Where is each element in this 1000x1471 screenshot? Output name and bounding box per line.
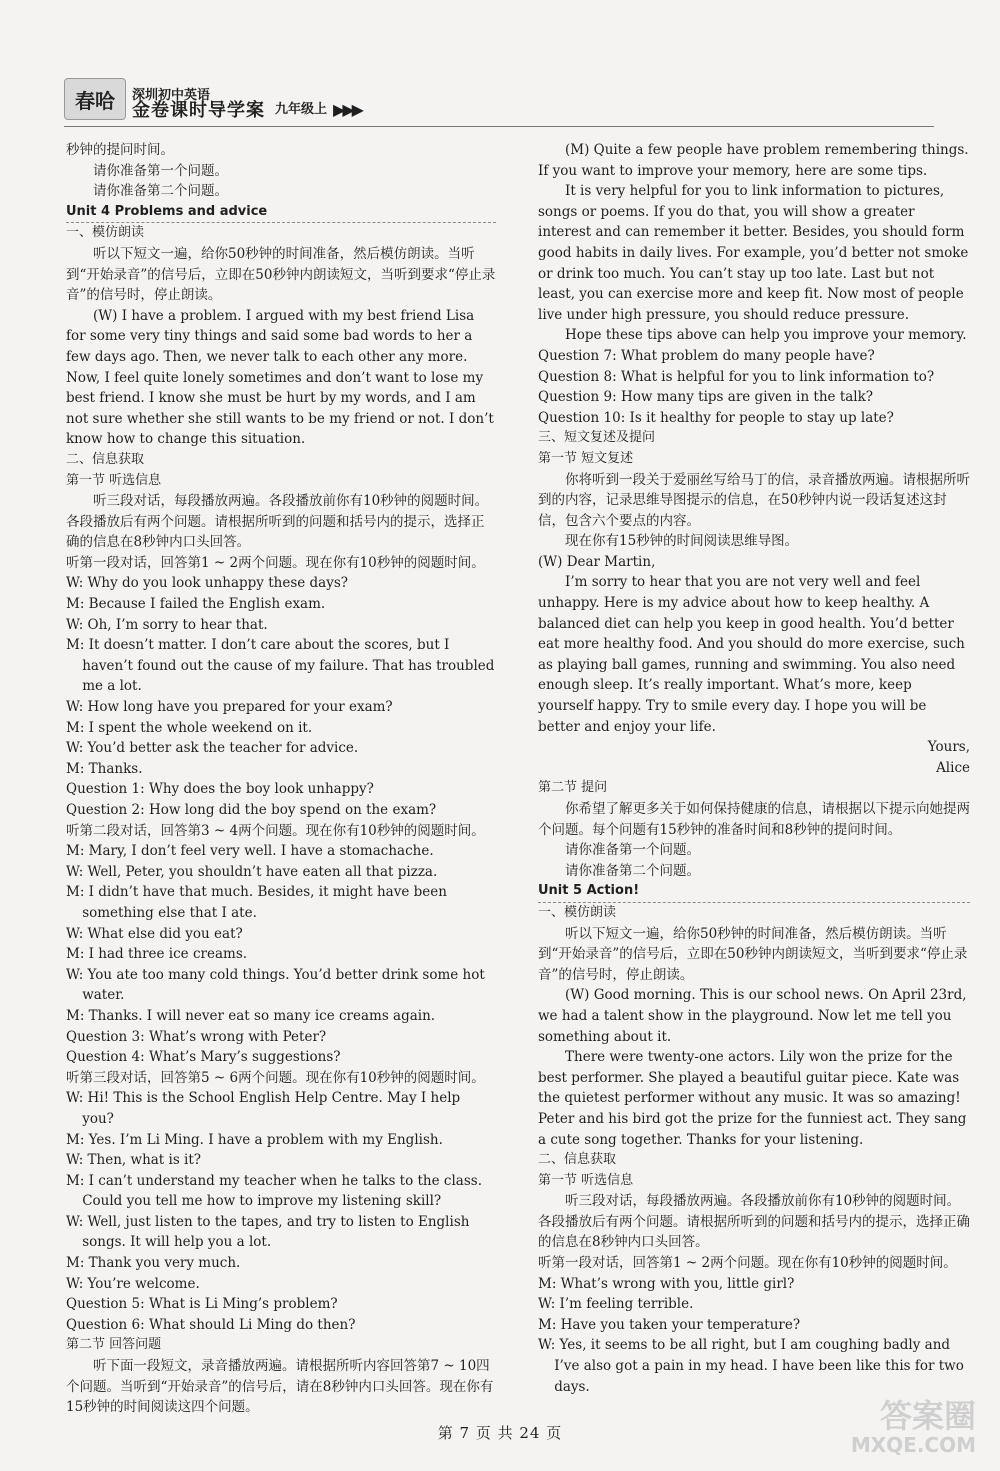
section-heading: 三、短文复述及提问: [538, 430, 656, 446]
dialogue-line: M: Thanks.: [66, 760, 143, 777]
brand-logo: 春哈: [64, 78, 126, 120]
text-line: Question 8: What is helpful for you to link information to?: [538, 368, 935, 385]
dialogue-line: W: What else did you eat?: [66, 925, 243, 942]
section-heading: 第一节 短文复述: [538, 450, 634, 466]
unit-heading: Unit 5 Action!: [538, 881, 970, 903]
paragraph: There were twenty-one actors. Lily won the prize for the best performer. She played a beautiful guitar piece. Kate was the quietest performer without any music. It was so amazing! Peter and his bird got the prize for the funniest act. They sang a cute song together. Thanks for your listening.: [538, 1049, 967, 1148]
paragraph: (W) I have a problem. I argued with my best friend Lisa for some very tiny things and said some bad words to her a few days ago. Then, we never talk to each other any more. Now, I feel quite lonely sometimes and don’t want to lose my best friend. I know she must be hurt by my words, and I am not sure whether she still wants to be my friend or not. I don’t know how to change this situation.: [66, 307, 494, 448]
text-line: Question 7: What problem do many people have?: [538, 347, 875, 364]
dialogue-line: M: Thank you very much.: [66, 1255, 241, 1272]
text-line: 听第一段对话，回答第1 ~ 2两个问题。现在你有10秒钟的阅题时间。: [538, 1255, 957, 1272]
paragraph: 听下面一段短文，录音播放两遍。请根据所听内容回答第7 ~ 10四个问题。当听到“开始录音”的信号后，请在8秒钟内口头回答。现在你有15秒钟的时间阅读这四个问题。: [66, 1358, 494, 1416]
paragraph: (M) Quite a few people have problem remembering things. If you want to improve your memory, here are some tips.: [538, 142, 969, 179]
series-title: [132, 89, 265, 120]
letter-signoff: Alice: [936, 759, 970, 776]
paragraph: 现在你有15秒钟的时间阅读思维导图。: [565, 533, 799, 550]
watermark-url: MXQE.COM: [850, 1433, 976, 1457]
section-heading: 一、模仿朗读: [538, 904, 617, 920]
text-line: Question 1: Why does the boy look unhappy?: [66, 781, 374, 798]
page-number: 第 7 页 共 24 页: [437, 1424, 563, 1442]
section-heading: 二、信息获取: [538, 1152, 617, 1168]
paragraph: Hope these tips above can help you improve your memory.: [565, 327, 967, 344]
triple-arrow-icon: ▶▶▶: [333, 100, 361, 119]
page-header: [64, 76, 394, 120]
watermark-text: 答案圈: [879, 1397, 976, 1435]
text-line: Question 10: Is it healthy for people to stay up late?: [538, 409, 894, 426]
section-heading: 第二节 提问: [538, 780, 608, 796]
section-heading: 第一节 听选信息: [66, 472, 162, 488]
dialogue-line: W: Well, Peter, you shouldn’t have eaten all that pizza.: [66, 863, 438, 880]
dialogue-line: M: Thanks. I will never eat so many ice creams again.: [66, 1007, 436, 1024]
text-line: Question 4: What’s Mary’s suggestions?: [66, 1049, 341, 1066]
dialogue-line: M: Mary, I don’t feel very well. I have a stomachache.: [66, 843, 434, 860]
series-title-top: 深圳初中英语: [132, 88, 211, 103]
section-heading: 一、模仿朗读: [66, 225, 145, 241]
text-line: (W) Dear Martin,: [538, 553, 656, 570]
paragraph: 请你准备第二个问题。: [93, 183, 228, 200]
text-line: 听第三段对话，回答第5 ~ 6两个问题。现在你有10秒钟的阅题时间。: [66, 1069, 485, 1086]
paragraph: 请你准备第一个问题。: [93, 162, 228, 179]
header-divider: [64, 126, 934, 127]
paragraph: 请你准备第二个问题。: [565, 862, 700, 879]
dialogue-line: W: Then, what is it?: [66, 1152, 202, 1169]
paragraph: 你希望了解更多关于如何保持健康的信息，请根据以下提示向她提两个问题。每个问题有15秒钟的准备时间和8秒钟的提问时间。: [538, 801, 970, 838]
text-line: 听第二段对话，回答第3 ~ 4两个问题。现在你有10秒钟的阅题时间。: [66, 822, 485, 839]
dialogue-line: M: I had three ice creams.: [66, 946, 248, 963]
section-heading: 二、信息获取: [66, 451, 145, 467]
dialogue-line: M: Yes. I’m Li Ming. I have a problem with my English.: [66, 1131, 443, 1148]
dialogue-line: M: I didn’t have that much. Besides, it might have been something else that I ate.: [66, 884, 447, 921]
dialogue-line: M: Because I failed the English exam.: [66, 596, 326, 613]
section-heading: 第一节 听选信息: [538, 1172, 634, 1188]
dialogue-line: W: You’d better ask the teacher for advice.: [66, 740, 359, 757]
unit-heading: Unit 4 Problems and advice: [66, 202, 496, 224]
text-line: Question 2: How long did the boy spend on the exam?: [66, 802, 437, 818]
paragraph: 听以下短文一遍，给你50秒钟的时间准备，然后模仿朗读。当听到“开始录音”的信号后，立即在50秒钟内朗读短文，当听到要求“停止录音”的信号时，停止朗读。: [538, 925, 968, 983]
paragraph: 听三段对话，每段播放两遍。各段播放前你有10秒钟的阅题时间。各段播放后有两个问题。请根据所听到的问题和括号内的提示，选择正确的信息在8秒钟内口头回答。: [538, 1193, 970, 1251]
letter-signoff: Yours,: [927, 739, 970, 756]
text-line: 秒钟的提问时间。: [66, 142, 174, 158]
dialogue-line: W: Well, just listen to the tapes, and try to listen to English songs. It will help you a lot.: [66, 1213, 470, 1251]
dialogue-line: W: You ate too many cold things. You’d better drink some hot water.: [66, 966, 485, 1004]
paragraph: 听三段对话，每段播放两遍。各段播放前你有10秒钟的阅题时间。各段播放后有两个问题。请根据所听到的问题和括号内的提示，选择正确的信息在8秒钟内口头回答。: [66, 493, 489, 551]
dialogue-line: M: Have you taken your temperature?: [538, 1316, 801, 1333]
dialogue-line: M: I spent the whole weekend on it.: [66, 719, 313, 736]
text-line: 听第一段对话，回答第1 ~ 2两个问题。现在你有10秒钟的阅题时间。: [66, 554, 485, 571]
paragraph: I’m sorry to hear that you are not very well and feel unhappy. Here is my advice about how to keep healthy. A balanced diet can help you keep in good health. You’d better eat more healthy food. And you should do more exercise, such as playing ball games, running and swimming. You also need enough sleep. It’s really important. What’s more, keep yourself happy. Try to smile every day. I hope you will be better and enjoy your life.: [538, 574, 965, 735]
text-line: Question 5: What is Li Ming’s problem?: [66, 1296, 338, 1313]
section-heading: 第二节 回答问题: [66, 1337, 162, 1353]
right-column: [538, 140, 970, 1397]
paragraph: It is very helpful for you to link information to pictures, songs or poems. If you do that, you will show a greater interest and can remember it better. Besides, you should form good habits in daily lives. For example, you’d better not smoke or drink too much. You can’t stay up too late. Last but not least, you can exercise more and keep fit. Now most of people live under high pressure, you should reduce pressure.: [538, 183, 969, 323]
grade-label: 九年级上: [275, 102, 328, 117]
series-title-bottom: 金卷课时导学案: [132, 100, 265, 121]
paragraph: (W) Good morning. This is our school news. On April 23rd, we had a talent show in the playground. Now let me tell you something about it.: [538, 987, 967, 1045]
dialogue-line: W: I’m feeling terrible.: [538, 1296, 694, 1313]
dialogue-line: M: What’s wrong with you, little girl?: [538, 1275, 795, 1292]
dialogue-line: M: I can’t understand my teacher when he talks to the class. Could you tell me how to improve my listening skill?: [66, 1172, 482, 1210]
watermark-logo: [776, 1398, 976, 1458]
dialogue-line: W: Hi! This is the School English Help Centre. May I help you?: [66, 1090, 461, 1127]
text-line: Question 3: What’s wrong with Peter?: [66, 1028, 327, 1045]
dialogue-line: W: You’re welcome.: [66, 1275, 200, 1292]
dialogue-line: W: Yes, it seems to be all right, but I am coughing badly and I’ve also got a pain in my head. I have been like this for two days.: [538, 1337, 964, 1395]
dialogue-line: W: Oh, I’m sorry to hear that.: [66, 616, 268, 633]
dialogue-line: W: How long have you prepared for your exam?: [66, 699, 393, 716]
text-line: Question 9: How many tips are given in the talk?: [538, 389, 874, 406]
left-column: [66, 140, 496, 1418]
dialogue-line: W: Why do you look unhappy these days?: [66, 575, 349, 592]
dialogue-line: M: It doesn’t matter. I don’t care about the scores, but I haven’t found out the cause of my failure. That has troubled me a lot.: [66, 637, 495, 695]
paragraph: 你将听到一段关于爱丽丝写给马丁的信，录音播放两遍。请根据所听到的内容，记录思维导图提示的信息，在50秒钟内说一段话复述这封信，包含六个要点的内容。: [538, 471, 970, 529]
text-line: Question 6: What should Li Ming do then?: [66, 1316, 356, 1333]
paragraph: 请你准备第一个问题。: [565, 842, 700, 859]
paragraph: 听以下短文一遍，给你50秒钟的时间准备，然后模仿朗读。当听到“开始录音”的信号后，立即在50秒钟内朗读短文，当听到要求“停止录音”的信号时，停止朗读。: [66, 245, 496, 304]
